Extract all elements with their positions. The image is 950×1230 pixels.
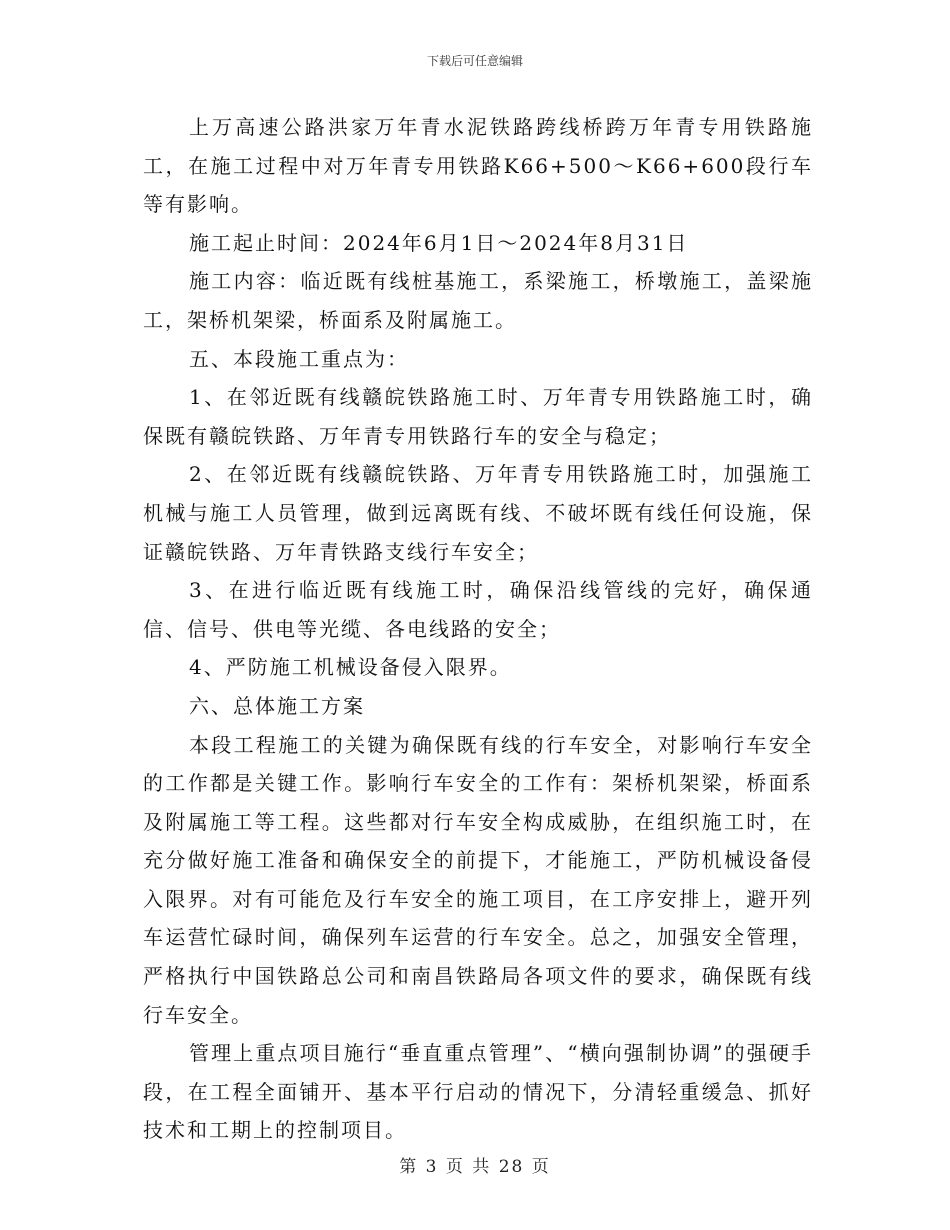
paragraph: 本段工程施工的关键为确保既有线的行车安全，对影响行车安全的工作都是关键工作。影响行车安全的工作有：架桥机架梁，桥面系及附属施工等工程。这些都对行车安全构成威胁，在组织施工时，在充分做好施工准备和确保安全的前提下，才能施工，严防机械设备侵入限界。对有可能危及行车安全的施工项目，在工序安排上，避开列车运营忙碌时间，确保列车运营的行车安全。总之，加强安全管理，严格执行中国铁路总公司和南昌铁路局各项文件的要求，确保既有线行车安全。 (143, 732, 813, 1027)
paragraph: 3、在进行临近既有线施工时，确保沿线管线的完好，确保通信、信号、供电等光缆、各电线路的安全； (143, 578, 813, 641)
paragraph: 2、在邻近既有线赣皖铁路、万年青专用铁路施工时，加强施工机械与施工人员管理，做到远离既有线、不破坏既有线任何设施，保证赣皖铁路、万年青铁路支线行车安全； (143, 462, 813, 564)
document-body (143, 108, 813, 1150)
paragraph: 4、严防施工机械设备侵入限界。 (189, 655, 512, 680)
paragraph: 施工起止时间：2024年6月1日～2024年8月31日 (189, 230, 689, 255)
paragraph: 1、在邻近既有线赣皖铁路施工时、万年青专用铁路施工时，确保既有赣皖铁路、万年青专用铁路行车的安全与稳定； (143, 385, 813, 448)
section-heading: 六、总体施工方案 (189, 693, 365, 718)
section-heading: 五、本段施工重点为： (189, 346, 409, 371)
page-number-footer: 第 3 页 共 28 页 (399, 1157, 551, 1177)
page-header: 下载后可任意编辑 (426, 54, 523, 68)
paragraph: 施工内容：临近既有线桩基施工，系梁施工，桥墩施工，盖梁施工，架桥机架梁，桥面系及附属施工。 (143, 269, 813, 332)
paragraph: 管理上重点项目施行“垂直重点管理”、“横向强制协调”的强硬手段，在工程全面铺开、基本平行启动的情况下，分清轻重缓急、抓好技术和工期上的控制项目。 (143, 1041, 813, 1143)
paragraph: 上万高速公路洪家万年青水泥铁路跨线桥跨万年青专用铁路施工，在施工过程中对万年青专用铁路K66+500～K66+600段行车等有影响。 (143, 115, 813, 217)
